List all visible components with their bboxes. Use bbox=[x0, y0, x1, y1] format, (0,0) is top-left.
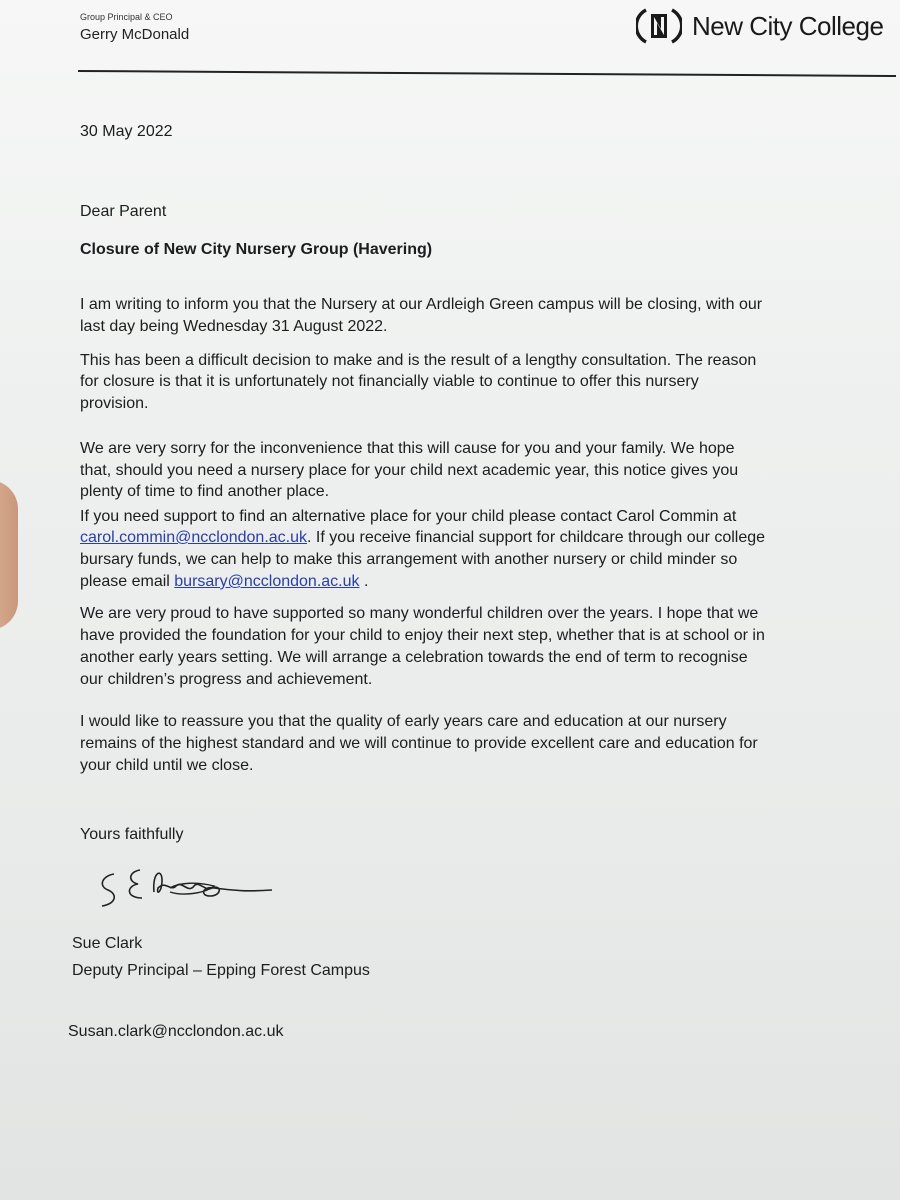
paragraph-3-line-2: that, should you need a nursery place for your child next academic year, this notice gives you bbox=[80, 462, 739, 479]
paragraph-5-line-4: our children’s progress and achievement. bbox=[80, 671, 373, 688]
paragraph-2-line-3: provision. bbox=[80, 395, 149, 412]
paragraph-3-line-1: We are very sorry for the inconvenience that this will cause for you and your family. We hope bbox=[80, 440, 735, 457]
paragraph-6-line-1: I would like to reassure you that the quality of early years care and education at our nursery bbox=[80, 713, 727, 730]
paragraph-1-line-2: last day being Wednesday 31 August 2022. bbox=[80, 318, 388, 335]
paragraph-5-line-3: another early years setting. We will arrange a celebration towards the end of term to recognise bbox=[80, 649, 748, 666]
header-divider bbox=[78, 70, 896, 77]
paragraph-4-line-3: bursary funds, we can help to make this arrangement with another nursery or child minder so bbox=[80, 551, 738, 568]
carol-email-link[interactable]: carol.commin@ncclondon.ac.uk bbox=[80, 529, 308, 546]
paragraph-4-line-4 bbox=[80, 572, 368, 591]
ceo-role: Group Principal & CEO bbox=[80, 12, 173, 22]
closing: Yours faithfully bbox=[80, 826, 184, 843]
bursary-email-link[interactable]: bursary@ncclondon.ac.uk bbox=[174, 573, 360, 590]
signer-email: Susan.clark@ncclondon.ac.uk bbox=[68, 1023, 284, 1040]
paragraph-4-line-2 bbox=[80, 528, 765, 547]
signer-name: Sue Clark bbox=[72, 935, 143, 952]
paragraph-2-line-1: This has been a difficult decision to make and is the result of a lengthy consultation. The reason bbox=[80, 352, 757, 369]
paragraph-4-line-4-post: . bbox=[359, 573, 369, 590]
paragraph-2-line-2: for closure is that it is unfortunately not financially viable to continue to offer this nursery bbox=[80, 373, 699, 390]
finger-edge bbox=[0, 480, 18, 630]
paragraph-3-line-3: plenty of time to find another place. bbox=[80, 483, 330, 500]
paragraph-4-line-4-pre: please email bbox=[80, 573, 175, 590]
paragraph-5-line-1: We are very proud to have supported so many wonderful children over the years. I hope that we bbox=[80, 605, 759, 622]
salutation: Dear Parent bbox=[80, 203, 167, 220]
letter-subject: Closure of New City Nursery Group (Havering) bbox=[80, 241, 433, 258]
handwritten-signature bbox=[92, 862, 282, 912]
paragraph-4-line-1: If you need support to find an alternative place for your child please contact Carol Commin at bbox=[80, 508, 737, 525]
paragraph-4-line-2-rest: . If you receive financial support for childcare through our college bbox=[307, 529, 766, 546]
paragraph-6-line-3: your child until we close. bbox=[80, 757, 254, 774]
signer-title: Deputy Principal – Epping Forest Campus bbox=[72, 962, 370, 979]
ceo-name: Gerry McDonald bbox=[80, 26, 190, 43]
ncc-logo-icon bbox=[636, 6, 682, 46]
paragraph-6-line-2: remains of the highest standard and we will continue to provide excellent care and education for bbox=[80, 735, 758, 752]
paragraph-5-line-2: have provided the foundation for your child to enjoy their next step, whether that is at school or in bbox=[80, 627, 765, 644]
college-name: New City College bbox=[692, 10, 884, 41]
college-logo bbox=[636, 2, 896, 50]
letter-date: 30 May 2022 bbox=[80, 123, 173, 140]
paragraph-1-line-1: I am writing to inform you that the Nursery at our Ardleigh Green campus will be closing, with our bbox=[80, 296, 763, 313]
